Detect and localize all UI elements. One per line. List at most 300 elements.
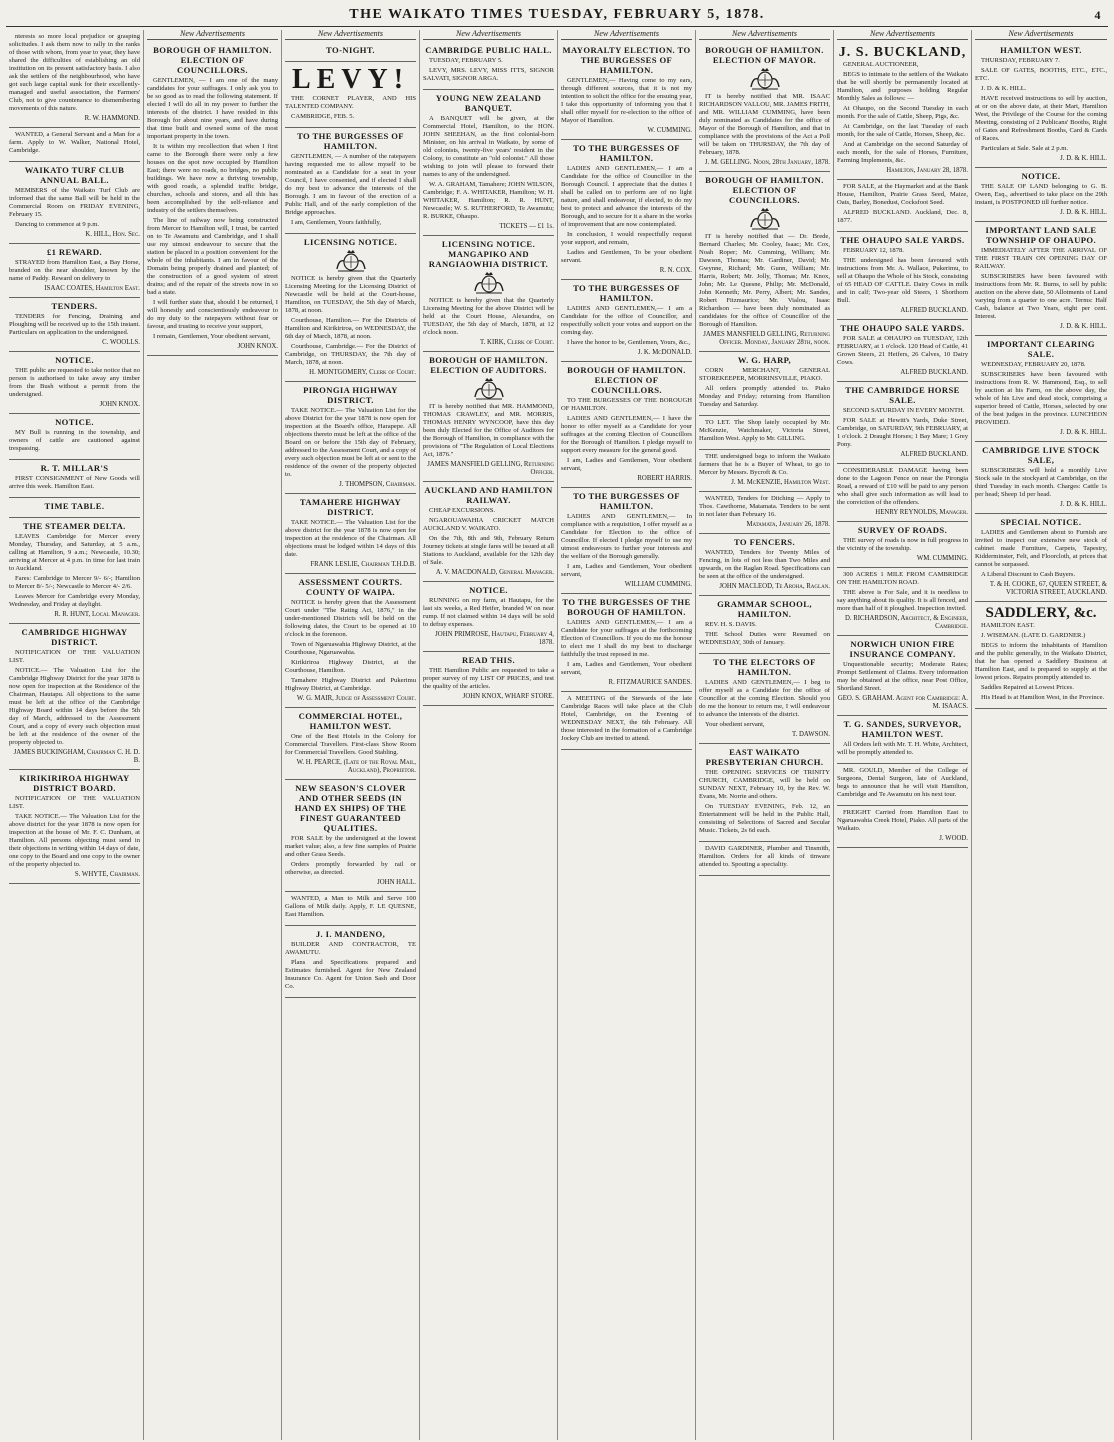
ad-paragraph: NOTICE.— The Valuation List for the Cambridge Highway District for the year 1878 is now open for inspection at the Residence of the Chairman, Hautapu. All objections to the same must be left at the office of the Cambridge Highway Board within 14 days before the 5th day of March, addressed to the Assessment Court, and a copy of every such objection must be left at the residence of the owner of the property objected to. [9, 667, 140, 746]
ad-paragraph: LADIES AND GENTLEMEN,— I am a Candidate for the office of Councillor in the Borough Council. I appreciate that the duties I shall be called on to perform are of no light nature, and shall endeavour, if elected, to do my best to protect and advance the interests of the Borough, and to secure for it a share in the works of improvement that are now contemplated. [561, 165, 692, 228]
advertisement [975, 222, 1107, 336]
ad-paragraph: SUBSCRIBERS have been favoured with instructions from R. W. Hammond, Esq., to sell by auction at his Farm, on the above day, the whole of his Live and dead stock, comprising a superior breed of Cattle, Horses, selected by one of the best judges in the province. LUNCHEON PROVIDED. [975, 371, 1107, 426]
ad-title: NOTICE. [55, 355, 94, 365]
ad-paragraph: LEAVES Cambridge for Mercer every Monday, Thursday, and Saturday, at 5 a.m., calling at Hamilton, 9 a.m.; Newcastle, 10.30; arriving at Mercer at 4 p.m. in time for last train to Auckland. [9, 533, 140, 572]
ad-paragraph: Orders promptly forwarded by rail or otherwise, as directed. [285, 861, 416, 876]
column-3 [282, 30, 420, 1440]
ad-body [699, 769, 830, 835]
ad-paragraph: Fares: Cambridge to Mercer 9/- 6/-; Hamilton to Mercer 8/- 5/-; Newcastle to Mercer 4/- 2/6. [9, 575, 140, 590]
advertisement [285, 128, 416, 234]
advertisement [9, 518, 140, 624]
ad-paragraph: LEVY, MRS. LEVY, MISS ITTS, SIGNOR SALVATI, SIGNOR ARGA. [423, 67, 554, 82]
ad-signature: W. CUMMING. [647, 127, 692, 134]
ad-signature: JOHN KNOX. [237, 343, 278, 350]
ad-body [285, 895, 416, 919]
ad-paragraph: TENDERS for Fencing, Draining and Ploughing will be received up to the 15th instant. Particulars on application to the undersigned. [9, 313, 140, 336]
ad-signature: WM. CUMMING. [916, 555, 968, 562]
ad-body [285, 519, 416, 559]
ad-title: TAMAHERE HIGHWAY DISTRICT. [299, 497, 402, 517]
advertisement [9, 770, 140, 884]
ad-paragraph: Tamahere Highway District and Pukerimu Highway District, at Cambridge. [285, 677, 416, 692]
column-1 [6, 30, 144, 1440]
column-2 [144, 30, 282, 1440]
royal-crest-icon [471, 377, 507, 401]
ad-body [9, 313, 140, 337]
ad-paragraph: TO THE BURGESSES OF THE BOROUGH OF HAMILTON. [561, 397, 692, 412]
ad-title: LICENSING NOTICE. MANGAPIKO AND RANGIAOWHIA DISTRICT. [428, 239, 549, 269]
ad-signature: K. HILL, Hon. Sec. [85, 231, 140, 238]
ad-body [837, 183, 968, 225]
ad-body [285, 153, 416, 227]
ad-body [699, 233, 830, 329]
advertisement [9, 414, 140, 460]
ad-body [699, 495, 830, 519]
column-5 [558, 30, 696, 1440]
ad-paragraph: FOR SALE at Hewitt's Yards, Duke Street, Cambridge, on SATURDAY, 9th FEBRUARY, at 1 o'clock. 2 Draught Horses; 1 Bay Mare; 1 Grey Pony. [837, 417, 968, 448]
advertisement [837, 464, 968, 522]
ad-title: NOTICE. [1021, 171, 1061, 181]
ad-title: KIRIKIRIROA HIGHWAY DISTRICT BOARD. [19, 773, 130, 793]
ad-body [9, 33, 140, 113]
ad-signature: H. MONTGOMERY, Clerk of Court. [309, 369, 416, 376]
royal-crest-icon [471, 271, 507, 295]
ad-paragraph: FOR SALE, at the Haymarket and at the Bank House, Hamilton, Prairie Grass Seed, Maize, Oats, Barley, Bonedust, Cocksfoot Seed. [837, 183, 968, 206]
ad-paragraph: BUILDER AND CONTRACTOR, TE AWAMUTU. [285, 941, 416, 956]
advertisement [561, 594, 692, 692]
ad-body [285, 941, 416, 991]
advertisement [699, 744, 830, 842]
ad-title: MAYORALTY ELECTION. TO THE BURGESSES OF HAMILTON. [562, 45, 691, 75]
ad-paragraph: FOR SALE at OHAUPO on TUESDAY, 12th FEBRUARY, at 1 o'clock. 120 Head of Cattle, 41 Grown Steers, 21 Heifers, 26 Calves, 10 Dairy Cows. [837, 335, 968, 366]
advertisement [285, 42, 416, 62]
ad-paragraph: J. D. & K. HILL. [981, 85, 1027, 92]
column-heading: New Advertisements [699, 30, 830, 40]
ad-paragraph: It is within my recollection that when I first came to the Borough there were only a few houses on the spot now occupied by Hamilton East; there were no roads, no bridges, no public buildings. We have now a thriving township, with good roads, a splendid traffic bridge, churches, schools and stores, and all this has been accomplished by the self-reliance and industry of the settlers themselves. [147, 143, 278, 214]
ad-body [699, 845, 830, 869]
ad-paragraph: All Orders left with Mr. T. H. White, Architect, will be promptly attended to. [837, 741, 968, 756]
ad-paragraph: THE survey of roads is now in full progress in the vicinity of the township. [837, 537, 968, 552]
ad-paragraph: REV. H. S. DAVIS. [705, 621, 757, 628]
ad-title: WAIKATO TURF CLUB ANNUAL BALL. [24, 165, 125, 185]
ad-paragraph: LADIES AND GENTLEMEN,— I have the honor to offer myself as a Candidate for your suffrages at the coming Election of Councillors for the Borough of Hamilton. I pledge myself to support every measure for the general good. [561, 415, 692, 454]
ad-paragraph: IT is hereby notified that MR. ISAAC RICHARDSON VALLOU, MR. JAMES FRITH, and MR. WILLIAM CUMMING, have been duly nominated as Candidates for the office of Mayor of the Borough of Hamilton, and that in compliance with the provisions of the Act a Poll will be taken on THURSDAY, the 7th day of February, 1878. [699, 93, 830, 156]
ad-signature: JOHN PRIMROSE, Hautapu, February 4, 1878. [435, 631, 554, 646]
ad-paragraph: On the 7th, 8th and 9th, February Return Journey tickets at single fares will be issued at all Stations to Auckland, available for the 12th day of Sale. [423, 535, 554, 566]
ad-signature: J. D. & K. HILL. [1060, 501, 1107, 508]
advertisement [423, 90, 554, 236]
ad-body [423, 403, 554, 459]
ad-signature: ALFRED BUCKLAND. [900, 369, 968, 376]
ad-paragraph: SECOND SATURDAY IN EVERY MONTH. [843, 407, 965, 414]
ad-title: IMPORTANT LAND SALE TOWNSHIP OF OHAUPO. [985, 225, 1097, 245]
advertisement [285, 382, 416, 494]
ad-paragraph: GENTLEMEN,— Having come to my ears, through different sources, that it is not my intention to solicit the office for the ensuing year, I take this opportunity of informing you that I shall offer myself for re-election to the office of Mayor of Hamilton. [561, 77, 692, 124]
ad-body [285, 95, 416, 121]
ad-signature: JAMES MANSFIELD GELLING, Returning Officer. [427, 461, 554, 476]
ad-paragraph: Unquestionable security; Moderate Rates; Prompt Settlement of Claims. Every information may be obtained at the office, near Post Office, Shortland Street. [837, 661, 968, 692]
ad-paragraph: FIRST CONSIGNMENT of New Goods will arrive this week. Hamilton East. [9, 475, 140, 490]
ad-paragraph: GENTLEMEN, — I am one of the many candidates for your suffrages. I only ask you to be so good as to read the following statement. If elected I will do all in my power to further the interests of the district. I have resided in this Borough for about nine years, and have during that time built and owned some of the most important property in the town. [147, 77, 278, 140]
ad-display-headline: LEVY! [291, 64, 410, 95]
ad-title: BOROUGH OF HAMILTON. ELECTION OF MAYOR. [705, 45, 824, 65]
ad-paragraph: At Cambridge, on the last Tuesday of each month, for the sale of Cattle, Horses, Sheep, &c. [837, 123, 968, 138]
masthead-title: THE WAIKATO TIMES TUESDAY, FEBRUARY 5, 1878. [349, 7, 765, 22]
ad-title: LICENSING NOTICE. [303, 237, 398, 247]
ad-title: TO THE BURGESSES OF THE BOROUGH OF HAMILTON. [562, 597, 691, 617]
ad-signature: R. N. COX. [659, 267, 692, 274]
ad-paragraph: THE CORNET PLAYER, AND HIS TALENTED COMPANY. [285, 95, 416, 110]
ad-signature: W. H. PEARCE, (Late of the Royal Mail, Auckland), Proprietor. [296, 759, 416, 774]
advertisement [837, 382, 968, 464]
ad-body [9, 533, 140, 609]
ad-body [561, 165, 692, 265]
ad-signature: J. M. GELLING. Noon, 28th January, 1878. [704, 159, 830, 166]
advertisement [699, 654, 830, 744]
advertisement [975, 42, 1107, 168]
advertisement [699, 450, 830, 492]
ad-paragraph: CHEAP EXCURSIONS. [429, 507, 496, 514]
ad-body [423, 667, 554, 691]
advertisement [285, 780, 416, 892]
ad-paragraph: IT is hereby notified that MR. HAMMOND, THOMAS CRAWLEY, and MR. MORRIS, THOMAS HENRY WYNCOOP, have this day been duly Elected for the Office of Auditors for the Borough of Hamilton, in compliance with the provisions of "The Regulation of Local Elections Act, 1876." [423, 403, 554, 458]
ad-signature: ROBERT HARRIS. [637, 475, 692, 482]
ad-paragraph: NGAROUAWAHIA CRICKET MATCH AUCKLAND V. WAIKATO. [423, 517, 554, 532]
ad-title: IMPORTANT CLEARING SALE. [986, 339, 1096, 359]
ad-paragraph: I have the honor to be, Gentlemen, Yours, &c., [567, 339, 691, 346]
ad-paragraph: WANTED, a Man to Milk and Serve 100 Gallons of Milk daily. Apply, F. LE QUESNE, East Hamilton. [285, 895, 416, 918]
ad-body [699, 549, 830, 581]
advertisement [9, 244, 140, 298]
ad-paragraph: THE Hamilton Public are requested to take a proper survey of my LIST OF PRICES, and test the quality of the articles. [423, 667, 554, 690]
ad-body [9, 187, 140, 229]
ad-body [837, 809, 968, 833]
ad-title: CAMBRIDGE LIVE STOCK SALE, [982, 445, 1100, 465]
ad-paragraph: All orders promptly attended to. Piako Monday and Friday; returning from Hamilton Tuesday and Saturday. [699, 385, 830, 408]
advertisement [561, 488, 692, 594]
ad-title: TO THE BURGESSES OF HAMILTON. [297, 131, 404, 151]
ad-body [423, 297, 554, 337]
ad-paragraph: SALE OF GATES, BOOTHS, ETC., ETC., ETC. [975, 67, 1107, 82]
advertisement [561, 362, 692, 488]
ad-body [9, 131, 140, 155]
ad-signature: Hamilton, January 28, 1878. [886, 167, 968, 174]
ad-title: SURVEY OF ROADS. [857, 525, 948, 535]
ad-body [147, 77, 278, 341]
ad-title: J. I. MANDENO, [315, 929, 386, 939]
advertisement [699, 492, 830, 534]
column-heading: New Advertisements [837, 30, 968, 40]
ad-body [837, 661, 968, 693]
ad-paragraph: A Liberal Discount to Cash Buyers. [981, 571, 1076, 578]
advertisement [699, 534, 830, 596]
ad-signature: W. G. MAIR, Judge of Assessment Court. [296, 695, 416, 702]
ad-paragraph: NOTIFICATION OF THE VALUATION LIST. [9, 795, 140, 810]
advertisement [561, 42, 692, 140]
advertisement [9, 624, 140, 770]
ad-paragraph: I am, Ladies and Gentlemen, Your obedient servant, [561, 661, 692, 676]
ad-paragraph: NOTICE is hereby given that the Quarterly Licensing Meeting for the above District will be held at the Court House, Alexandra, on TUESDAY, the 5th day of March, 1878, at 12 o'clock noon. [423, 297, 554, 336]
ad-body [975, 622, 1107, 702]
ad-paragraph: THE above is For Sale, and it is needless to say anything about its quality. It is all fenced, and more than half of it ploughed. Inspection invited. [837, 589, 968, 612]
page-number: 4 [1094, 7, 1102, 22]
advertisement [9, 128, 140, 162]
ad-paragraph: Saddles Repaired at Lowest Prices. [981, 684, 1074, 691]
ad-signature: JAMES MANSFIELD GELLING, Returning Officer. Monday, January 28th, noon. [703, 331, 830, 346]
column-heading: New Advertisements [975, 30, 1107, 40]
ad-body [285, 275, 416, 367]
ad-paragraph: Particulars at Sale. Sale at 2 p.m. [981, 145, 1068, 152]
ad-paragraph: Plans and Specifications prepared and Estimates furnished. Agent for New Zealand Insurance Co. Agent for Union Sash and Door Co. [285, 959, 416, 990]
ad-signature: C. WOOLLS. [102, 339, 140, 346]
ad-body [561, 513, 692, 579]
ad-signature: FRANK LESLIE, Chairman T.H.D.B. [310, 561, 416, 568]
ad-paragraph: THE SALE OF LAND belonging to G. B. Owen, Esq., advertised to take place on the 29th instant, is POSTPONED till further notice. [975, 183, 1107, 206]
ad-body [699, 367, 830, 409]
advertisement [837, 806, 968, 848]
advertisement [9, 298, 140, 352]
ad-paragraph: NOTICE is hereby given that the Assessment Court under "The Rating Act, 1876," in the under-mentioned Districts will be held on the following dates, the Court to be opened at 10 o'clock in the forenoon. [285, 599, 416, 638]
ad-signature: JOHN HALL. [377, 879, 416, 886]
ad-signature: J. D. & K. HILL. [1060, 155, 1107, 162]
ad-signature: TICKETS — £1 1s. [499, 223, 554, 230]
ad-title: READ THIS. [461, 655, 516, 665]
advertisement [837, 716, 968, 764]
ad-title: THE STEAMER DELTA. [23, 521, 126, 531]
ad-paragraph: Kirikiriroa Highway District, at the Courthouse, Hamilton. [285, 659, 416, 674]
advertisement [837, 522, 968, 568]
ad-paragraph: I remain, Gentlemen, Your obedient servant, [153, 333, 271, 340]
ad-title: THE OHAUPO SALE YARDS. [840, 235, 965, 245]
ad-paragraph: MY Bull is running in the township, and owners of cattle are cautioned against trespassing. [9, 429, 140, 452]
ad-paragraph: FREIGHT Carried from Hamilton East to Ngaruawahia Creek Hotel, Piako. All parts of the Waikato. [837, 809, 968, 832]
ad-paragraph: THE undersigned has been favoured with instructions from Mr. A. Wallace, Pukerimu, to sell at Ohaupo the Whole of his Stock, consisting of 65 HEAD OF CATTLE. Dairy Cows in milk and in calf; Two-year old Steers, 1 Shorthorn Bull. [837, 257, 968, 304]
advertisement [9, 352, 140, 414]
ad-title: BOROUGH OF HAMILTON. ELECTION OF COUNCILLORS. [567, 365, 686, 395]
ad-body [561, 397, 692, 473]
ad-title: R. T. MILLAR'S [40, 463, 109, 473]
ad-title: BOROUGH OF HAMILTON. ELECTION OF AUDITORS. [429, 355, 548, 375]
ad-paragraph: His Head is at Hamilton West, in the Province. [981, 694, 1105, 701]
ad-body [9, 367, 140, 399]
ad-title: NOTICE. [469, 585, 508, 595]
ad-signature: HENRY REYNOLDS, Manager. [875, 509, 968, 516]
ad-display-headline: J. S. BUCKLAND, [838, 45, 967, 60]
ad-body [975, 361, 1107, 427]
ad-signature: T. & H. COOKE, 67, QUEEN STREET, & VICTORIA STREET, AUCKLAND. [989, 581, 1107, 596]
advertisement [975, 442, 1107, 514]
ad-paragraph: RUNNING on my farm, at Hautapu, for the last six weeks, a Red Heifer, branded W on near rump. If not claimed within 14 days will be sold to defray expenses. [423, 597, 554, 628]
ad-title: GRAMMAR SCHOOL, HAMILTON. [717, 599, 812, 619]
ad-paragraph: LADIES AND GENTLEMEN,— I am a Candidate for the office of Councillor, and respectfully solicit your votes and support on the coming day. [561, 305, 692, 336]
ad-title: W. G. HARP, [737, 355, 792, 365]
ad-body [423, 507, 554, 567]
ad-signature: JOHN KNOX. [99, 401, 140, 408]
ad-body [975, 247, 1107, 321]
ad-body [423, 57, 554, 83]
ad-paragraph: Ladies and Gentlemen, To be your obedient servant. [561, 249, 692, 264]
ad-signature: T. KIRK, Clerk of Court. [480, 339, 554, 346]
ad-title: NEW SEASON'S CLOVER AND OTHER SEEDS (IN HAND EX SHIPS) OF THE FINEST GUARANTEED QUALITIES. [294, 783, 407, 833]
masthead [6, 4, 1108, 27]
ad-paragraph: TAKE NOTICE.— The Valuation List for the above District for the year 1878 is now open for inspection at the Board's office, Harapepe. All objections thereto must be left at the office of the Board on or before the 15th day of February, addressed to the Assessment Court, and a copy of every such objection must be left at or sent to the residence of the owner of the property objected to. [285, 407, 416, 478]
ad-paragraph: WANTED, Tenders for Twenty Miles of Fencing, in lots of not less than Two Miles and upwards, on the Raglan Road. Specifications can be seen at the office of the undersigned. [699, 549, 830, 580]
ad-paragraph: SUBSCRIBERS have been favoured with instructions from Mr. R. Burns, to sell by public auction on the above date, 50 Allotments of Land varying from a quarter to one acre. Terms: Half Cash, balance at Two Years, eight per cent. Interest. [975, 273, 1107, 320]
advertisement [699, 596, 830, 654]
ad-title: T. G. SANDES, SURVEYOR, HAMILTON WEST. [843, 719, 962, 739]
ad-body [699, 453, 830, 477]
advertisement [423, 352, 554, 482]
ad-paragraph: I am, Ladies and Gentlemen, Your obedient servant, [561, 563, 692, 578]
ad-title: TO THE BURGESSES OF HAMILTON. [573, 283, 680, 303]
ad-body [9, 429, 140, 453]
ad-signature: WILLIAM CUMMING. [624, 581, 692, 588]
column-6 [696, 30, 834, 1440]
ad-title: HAMILTON WEST. [1000, 45, 1082, 55]
advertisement [285, 574, 416, 708]
advertisement [285, 494, 416, 574]
ad-paragraph: CORN MERCHANT, GENERAL STOREKEEPER, MORRINSVILLE, PIAKO. [699, 367, 830, 382]
ad-body [9, 649, 140, 747]
ad-body [9, 795, 140, 869]
ad-paragraph: NOTIFICATION OF THE VALUATION LIST. [9, 649, 140, 664]
columns-container [6, 30, 1108, 1440]
advertisement [561, 280, 692, 362]
ad-paragraph: IT is hereby notified that — Dr. Brede, Bernard Charles; Mr. Cooley, Isaac; Mr. Cox, Noah Roper; Mr. Cumming, William; Mr. Dawson, Thomas; Mr. Gardiner, David; Mr. Gwynne, Richard; Mr. Gunn, William; Mr. Harris, Robert; Mr. Jolly, Thomas; Mr. Knox, John; Mr. Le Quesne, Philip; Mr. McDonald, John Kenneth; Mr. Perry, Albert; Mr. Sandes, Robert Fitzmaurice; Mr. Vialou, Isaac Richardson — have been duly nominated as candidates for the office of Councillor of the Borough of Hamilton. [699, 233, 830, 328]
ad-paragraph: nterests so more local prejudice or grasping solicitudes. I ask them now to rally in the ranks of those with whom, from year to year, they have shared the difficulties of establishing an old institution on its present satisfactory basis. I also ask the settlers of the neighbourhood, who have got such large capital sunk for their excellently-managed and useful association, the Farmers' Club, not to give countenance to dismembering movements of this nature. [9, 33, 140, 112]
ad-signature: D. RICHARDSON, Architect, & Engineer, Cambridge. [844, 615, 968, 630]
advertisement [837, 180, 968, 232]
ad-title: TO THE BURGESSES OF HAMILTON. [573, 143, 680, 163]
ad-body [837, 335, 968, 367]
advertisement [975, 336, 1107, 442]
ad-title: NORWICH UNION FIRE INSURANCE COMPANY. [849, 639, 956, 659]
ad-body [561, 305, 692, 347]
ad-body [837, 741, 968, 757]
advertisement [699, 842, 830, 876]
advertisement [837, 636, 968, 716]
ad-paragraph: BEGS to intimate to the settlers of the Waikato that he will shortly be permanently located at Hamilton, and purposes holding Regular Monthly Sales as follows: — [837, 71, 968, 102]
advertisement [699, 42, 830, 172]
advertisement [561, 140, 692, 280]
ad-body [837, 247, 968, 305]
advertisement [975, 514, 1107, 602]
ad-signature: ISAAC COATES, Hamilton East. [44, 285, 140, 292]
column-7 [834, 30, 972, 1440]
ad-paragraph: The line of railway now being constructed from Mercer to Hamilton will, I trust, be carried on to Te Awamutu and Cambridge, and I shall use my utmost endeavour to secure that the station be placed in a position convenient for the whole of the inhabitants. I am in favour of the Domain being properly drained and planted; of the construction of a good system of street drains; and of the repair of the streets now in so bad a state. [147, 217, 278, 296]
ad-body [837, 571, 968, 613]
ad-body [837, 467, 968, 507]
advertisement [9, 30, 140, 128]
ad-title: THE CAMBRIDGE HORSE SALE. [845, 385, 960, 405]
ad-title: BOROUGH OF HAMILTON. ELECTION OF COUNCILLORS. [153, 45, 272, 75]
ad-title: CAMBRIDGE HIGHWAY DISTRICT. [21, 627, 128, 647]
advertisement [423, 42, 554, 90]
ad-title: TO FENCERS. [733, 537, 796, 547]
ad-body [423, 597, 554, 629]
ad-paragraph: TAKE NOTICE.— The Valuation List for the above district for the year 1878 is now open for inspection at the house of Mr. F. C. Dunham, at Hamilton. All persons objecting must send in their objections in writing within 14 days of date, one copy to the Board and one copy to the owner of the property objected to. [9, 813, 140, 868]
advertisement [285, 708, 416, 780]
advertisement [699, 416, 830, 450]
column-4 [420, 30, 558, 1440]
ad-signature: T. DAWSON. [791, 731, 830, 738]
ad-signature: J. K. McDONALD. [637, 349, 692, 356]
ad-paragraph: A MEETING of the Stewards of the late Cambridge Races will take place at the Club Hotel, Cambridge, on the Evening of WEDNESDAY NEXT, the 6th February. All those interested in the formation of a Cambridge Jockey Club are invited to attend. [561, 695, 692, 742]
ad-title: AUCKLAND AND HAMILTON RAILWAY. [424, 485, 553, 505]
ad-paragraph: CAMBRIDGE, FEB. 5. [291, 113, 355, 120]
ad-display-headline: SADDLERY, &c. [985, 605, 1097, 621]
ad-body [285, 733, 416, 757]
ad-paragraph: STRAYED from Hamilton East, a Bay Horse, branded on the near shoulder, known by the name of Paddy. Reward on delivery to [9, 259, 140, 282]
ad-paragraph: LADIES AND GENTLEMEN,— I beg to offer myself as a Candidate for the office of Councillor at the coming Election. Should you do me the honour to return me, I will endeavour to advance the interests of the district. [699, 679, 830, 718]
ad-paragraph: FEBRUARY 12, 1878. [843, 247, 904, 254]
ad-paragraph: TUESDAY, FEBRUARY 5. [429, 57, 503, 64]
ad-paragraph: WEDNESDAY, FEBRUARY 20, 1878. [981, 361, 1086, 368]
column-heading: New Advertisements [561, 30, 692, 40]
ad-body [561, 695, 692, 743]
ad-paragraph: DAVID GARDINER, Plumber and Tinsmith, Hamilton. Orders for all kinds of tinware attended to. Spouting a speciality. [699, 845, 830, 868]
ad-paragraph: ALFRED BUCKLAND. Auckland, Dec. 8, 1877. [837, 209, 968, 224]
advertisement [285, 234, 416, 382]
ad-paragraph: TAKE NOTICE.— The Valuation List for the above district for the year 1878 is now open for inspection at the residence of the Chairman. All objections must be lodged within 14 days of this date. [285, 519, 416, 558]
advertisement [975, 602, 1107, 709]
advertisement [9, 162, 140, 244]
advertisement [975, 168, 1107, 222]
ad-signature: J. WOOD. [939, 835, 968, 842]
ad-paragraph: A BANQUET will be given, at the Commercial Hotel, Hamilton, to the HON. JOHN SHEEHAN, as the first colonial-born Minister, on his arrival in Waikato, by some of old colonists, twenty-five years' resident in the Colony, to constitute an "old colonist." All those wishing to join will please to forward their names to any of the undersigned. [423, 115, 554, 178]
ad-title: TIME TABLE. [44, 501, 105, 511]
advertisement [9, 498, 140, 518]
ad-body [285, 407, 416, 479]
ad-signature: R. R. HUNT, Local Manager. [54, 611, 140, 618]
ad-paragraph: THE public are requested to take notice that no person is authorised to take away any timber from the Bush without a permit from the undersigned. [9, 367, 140, 398]
ad-body [837, 767, 968, 799]
ad-signature: J. D. & K. HILL. [1060, 209, 1107, 216]
ad-paragraph: LADIES AND GENTLEMEN,— I am a Candidate for your suffrages at the forthcoming Election of Councillors. If you do me the honour to elect me I shall do my best to discharge faithfully the trust reposed in me. [561, 619, 692, 658]
advertisement [561, 692, 692, 750]
ad-signature: J. D. & K. HILL. [1060, 323, 1107, 330]
ad-paragraph: And at Cambridge on the second Saturday of each month, for the sale of Horses, Furniture, Farming Implements, &c. [837, 141, 968, 164]
ad-paragraph: Dancing to commence at 9 p.m. [15, 221, 100, 228]
ad-paragraph: TO LET. The Shop lately occupied by Mr. McKenzie, Watchmaker, Victoria Street, Hamilton West. Apply to Mr. GILLING. [699, 419, 830, 442]
ad-body [9, 475, 140, 491]
ad-body [699, 93, 830, 157]
ad-body [837, 61, 968, 165]
ad-paragraph: CONSIDERABLE DAMAGE having been done to the Lagoon Fence on near the Pirongia Road, a reward of £10 will be paid to any person who shall give such information as will lead to the conviction of the offenders. [837, 467, 968, 506]
ad-paragraph: THE OPENING SERVICES OF TRINITY CHURCH, CAMBRIDGE, will be held on SUNDAY NEXT, February 10, by the Rev. W. Evans, Mr. Norrie and others. [699, 769, 830, 800]
column-heading: New Advertisements [285, 30, 416, 40]
ad-paragraph: In conclusion, I would respectfully request your support, and remain, [561, 231, 692, 246]
ad-title: CAMBRIDGE PUBLIC HALL. [425, 45, 552, 55]
advertisement [423, 582, 554, 652]
ad-body [975, 467, 1107, 499]
ad-signature: J. M. McKENZIE, Hamilton West. [731, 479, 830, 486]
ad-signature: ALFRED BUCKLAND. [900, 451, 968, 458]
advertisement [837, 42, 968, 180]
ad-paragraph: SUBSCRIBERS will hold a monthly Live Stock sale in the stockyard at Cambridge, on the third Tuesday in each month. Charges: Cattle 1s per head; Sheep 1d per head. [975, 467, 1107, 498]
ad-paragraph: THE undersigned begs to inform the Waikato farmers that he is a Buyer of Wheat, to go to Mercer by Messrs. Bycroft & Co. [699, 453, 830, 476]
advertisement [285, 892, 416, 926]
ad-signature: R. W. HAMMOND. [84, 115, 140, 122]
ad-title: EAST WAIKATO PRESBYTERIAN CHURCH. [705, 747, 824, 767]
ad-title: PIRONGIA HIGHWAY DISTRICT. [303, 385, 398, 405]
advertisement [837, 568, 968, 636]
ad-paragraph: LADIES and Gentlemen about to Furnish are invited to inspect our extensive new stock of cabinet made Furniture, Carpets, Tapestry, Kidderminster, Felt, and Floorcloth, at prices that cannot be surpassed. [975, 529, 1107, 568]
column-heading: New Advertisements [423, 30, 554, 40]
ad-paragraph: Courthouse, Hamilton.— For the Districts of Hamilton and Kirikiriroa, on WEDNESDAY, the 6th day of March, 1878, at noon. [285, 317, 416, 340]
royal-crest-icon [747, 207, 783, 231]
ad-paragraph: Courthouse, Cambridge.— For the District of Cambridge, on THURSDAY, the 7th day of March, 1878, at noon. [285, 343, 416, 366]
ad-body [285, 599, 416, 693]
